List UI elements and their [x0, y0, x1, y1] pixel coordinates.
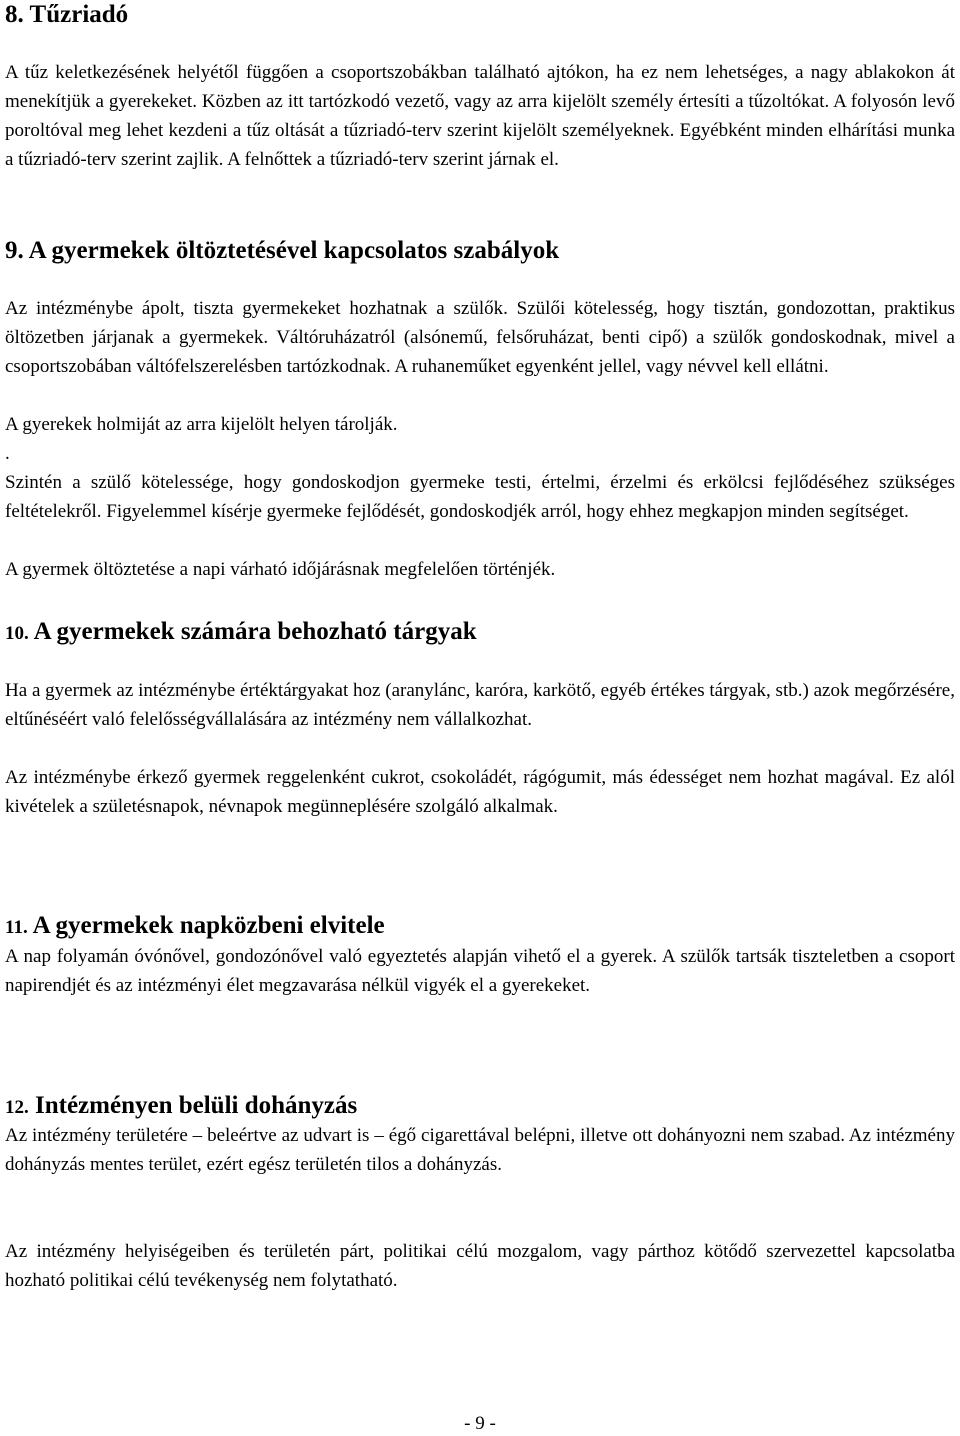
paragraph: Ha a gyermek az intézménybe értéktárgyakat hoz (aranylánc, karóra, karkötő, egyéb értékes tárgyak, stb.) azok megőrzésére, eltűnéséért való felelősségvállalására az intézmény nem vállalkozhat.: [5, 680, 955, 730]
paragraph: .: [5, 443, 10, 464]
paragraph: Az intézmény helyiségeiben és területén párt, politikai célú mozgalom, vagy párthoz kötődő szervezettel kapcsolatba hozható politikai célú tevékenység nem folytatható.: [5, 1241, 955, 1291]
paragraph: Az intézménybe ápolt, tiszta gyermekeket hozhatnak a szülők. Szülői kötelesség, hogy tisztán, gondozottan, praktikus öltözetben járjanak a gyermekek. Váltóruházatról (alsónemű, felsőruházat, benti cipő) a szülők gondoskodnak, mivel a csoportszobában váltófelszerelésben tartózkodnak. A ruhaneműket egyenként jellel, vagy névvel kell ellátni.: [5, 298, 955, 377]
paragraph: Az intézménybe érkező gyermek reggelenként cukrot, csokoládét, rágógumit, más édességet nem hozhat magával. Ez alól kivételek a születésnapok, névnapok megünneplésére szolgáló alkalmak.: [5, 767, 955, 817]
paragraph: A nap folyamán óvónővel, gondozónővel való egyeztetés alapján vihető el a gyerek. A szülők tartsák tiszteletben a csoport napirendjét és az intézményi élet megzavarása nélkül vigyék el a gyerekeket.: [5, 946, 955, 996]
section-heading-tuzriado: 8. Tűzriadó: [5, 1, 129, 28]
paragraph: A gyermek öltöztetése a napi várható időjárásnak megfelelően történjék.: [5, 559, 556, 580]
section-heading-oltoztetes: 9. A gyermekek öltöztetésével kapcsolatos szabályok: [5, 237, 560, 264]
paragraph: A gyerekek holmiját az arra kijelölt helyen tárolják.: [5, 414, 398, 435]
section-number: 11.: [5, 917, 28, 938]
section-number: 10.: [5, 623, 29, 644]
section-title: Intézményen belüli dohányzás: [35, 1092, 358, 1119]
section-heading-targyak: [5, 617, 477, 649]
paragraph: A tűz keletkezésének helyétől függően a csoportszobákban található ajtókon, ha ez nem lehetséges, a nagy ablakokon át menekítjük a gyerekeket. Közben az itt tartózkodó vezető, vagy az arra kijelölt személy értesíti a tűzoltókat. A folyosón levő poroltóval meg lehet kezdeni a tűz oltását a tűzriadó-terv szerint kijelölt személyeknek. Egyébként minden elhárítási munka a tűzriadó-terv szerint zajlik. A felnőttek a tűzriadó-terv szerint járnak el.: [5, 62, 955, 170]
section-title: A gyermekek napközbeni elvitele: [32, 912, 385, 939]
paragraph: Az intézmény területére – beleértve az udvart is – égő cigarettával belépni, illetve ott dohányozni nem szabad. Az intézmény dohányzás mentes terület, ezért egész területén tilos a dohányzás.: [5, 1125, 955, 1175]
page-number: - 9 -: [464, 1413, 496, 1434]
section-title: A gyermekek számára behozható tárgyak: [33, 618, 477, 645]
paragraph: Szintén a szülő kötelessége, hogy gondoskodjon gyermeke testi, értelmi, érzelmi és erkölcsi fejlődéséhez szükséges feltételekről. Figyelemmel kísérje gyermeke fejlődését, gondoskodjék arról, hogy ehhez megkapjon minden segítséget.: [5, 472, 955, 522]
section-number: 12.: [5, 1097, 29, 1118]
section-heading-elvitel: [5, 911, 385, 943]
section-heading-dohanyzas: [5, 1091, 357, 1123]
